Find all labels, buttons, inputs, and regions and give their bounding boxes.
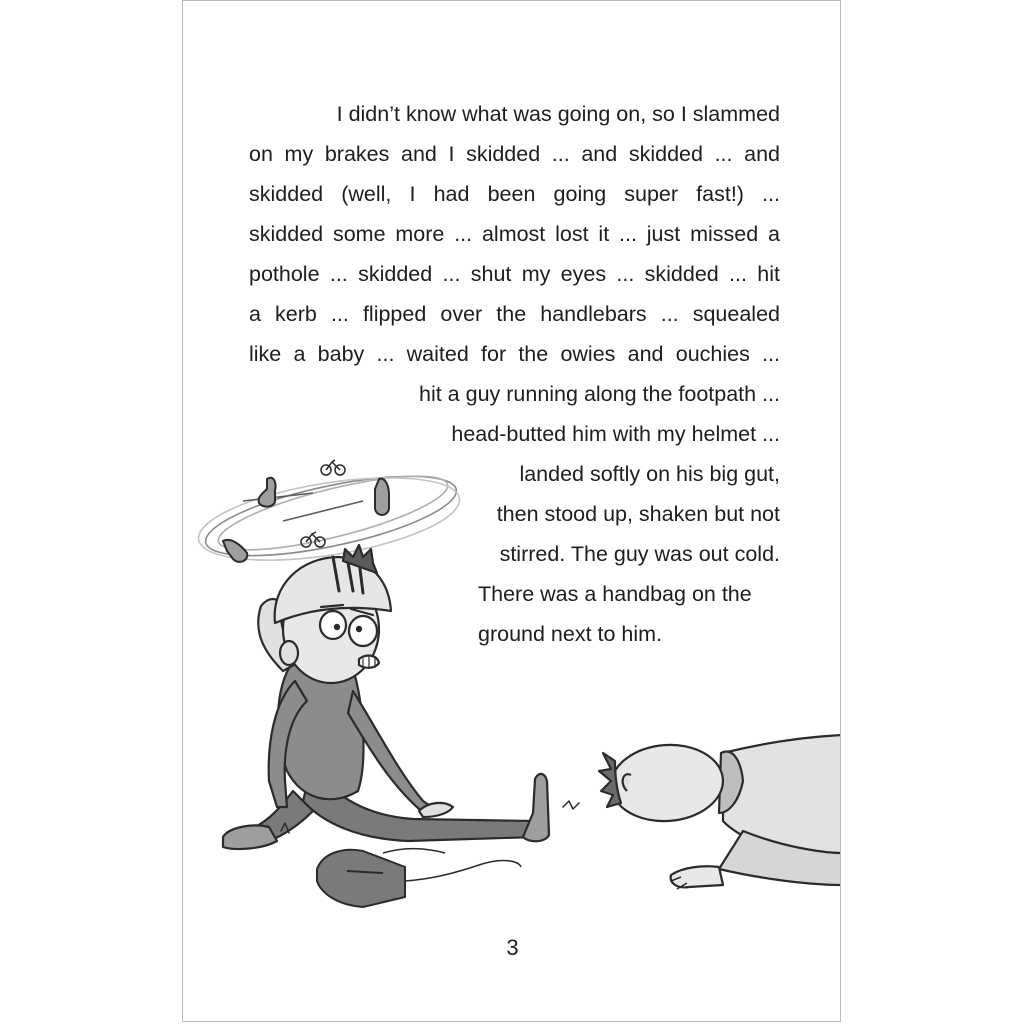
- bicycle-icon: [321, 460, 345, 475]
- story-line-13: There was a handbag on the: [478, 582, 752, 606]
- story-line-9: head-butted him with my helmet ...: [451, 422, 780, 446]
- story-line-2: on my brakes and I skidded ... and skidded ... and: [249, 142, 780, 166]
- crash-illustration: [183, 1, 841, 1022]
- man-figure: [599, 735, 841, 889]
- story-line-6: a kerb ... flipped over the handlebars ... squealed: [249, 302, 780, 326]
- handbag-image: [317, 849, 521, 908]
- story-line-14: ground next to him.: [478, 622, 663, 646]
- story-line-12: stirred. The guy was out cold.: [499, 542, 780, 566]
- story-line-11: then stood up, shaken but not: [496, 502, 780, 526]
- story-line-7: like a baby ... waited for the owies and ouchies ...: [249, 342, 780, 366]
- boy-figure: [223, 545, 579, 849]
- story-line-4: skidded some more ... almost lost it ... just missed a: [249, 222, 780, 246]
- story-line-8: hit a guy running along the footpath ...: [419, 382, 780, 406]
- book-page: [182, 0, 841, 1022]
- story-line-5: pothole ... skidded ... shut my eyes ... skidded ... hit: [249, 262, 780, 286]
- story-line-3: skidded (well, I had been going super fast!) ...: [249, 182, 780, 206]
- page-number: 3: [506, 935, 519, 960]
- bicycle-icon: [301, 532, 325, 547]
- story-line-10: landed softly on his big gut,: [519, 462, 780, 486]
- story-line-1: I didn’t know what was going on, so I slammed: [336, 102, 780, 126]
